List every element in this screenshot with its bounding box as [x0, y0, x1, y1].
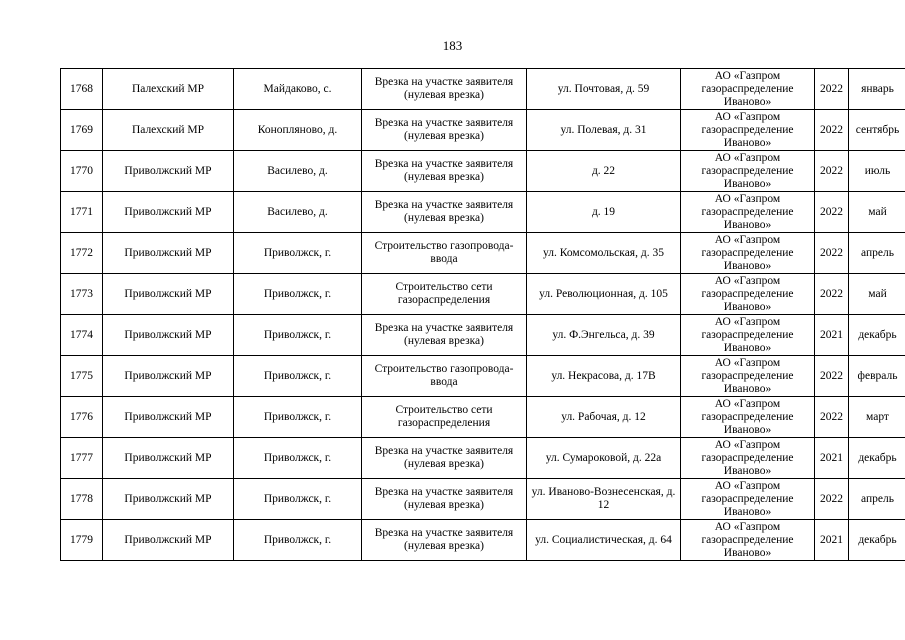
address-cell: д. 19	[527, 192, 681, 233]
company-cell: АО «Газпром газораспределение Иваново»	[681, 479, 815, 520]
address-cell: ул. Ф.Энгельса, д. 39	[527, 315, 681, 356]
work-type-cell: Врезка на участке заявителя (нулевая врезка)	[362, 151, 527, 192]
locality-cell: Приволжск, г.	[234, 233, 362, 274]
address-cell: ул. Полевая, д. 31	[527, 110, 681, 151]
month-cell: май	[849, 192, 905, 233]
address-cell: ул. Социалистическая, д. 64	[527, 520, 681, 561]
work-type-cell: Врезка на участке заявителя (нулевая врезка)	[362, 438, 527, 479]
row-number-cell: 1775	[61, 356, 103, 397]
company-cell: АО «Газпром газораспределение Иваново»	[681, 397, 815, 438]
district-cell: Палехский МР	[103, 69, 234, 110]
year-cell: 2022	[815, 356, 849, 397]
row-number-cell: 1770	[61, 151, 103, 192]
district-cell: Приволжский МР	[103, 233, 234, 274]
district-cell: Палехский МР	[103, 110, 234, 151]
locality-cell: Приволжск, г.	[234, 479, 362, 520]
locality-cell: Приволжск, г.	[234, 315, 362, 356]
year-cell: 2022	[815, 151, 849, 192]
work-type-cell: Строительство газопровода-ввода	[362, 233, 527, 274]
table-row	[61, 479, 905, 520]
address-cell: ул. Рабочая, д. 12	[527, 397, 681, 438]
table-row	[61, 192, 905, 233]
year-cell: 2022	[815, 233, 849, 274]
month-cell: сентябрь	[849, 110, 905, 151]
work-type-cell: Врезка на участке заявителя (нулевая врезка)	[362, 110, 527, 151]
year-cell: 2022	[815, 274, 849, 315]
year-cell: 2021	[815, 520, 849, 561]
locality-cell: Приволжск, г.	[234, 356, 362, 397]
year-cell: 2021	[815, 315, 849, 356]
table-row	[61, 151, 905, 192]
year-cell: 2021	[815, 438, 849, 479]
district-cell: Приволжский МР	[103, 438, 234, 479]
work-type-cell: Строительство сети газораспределения	[362, 397, 527, 438]
locality-cell: Василево, д.	[234, 192, 362, 233]
month-cell: апрель	[849, 479, 905, 520]
gasification-registry-table	[60, 68, 905, 561]
page-number: 183	[442, 38, 463, 53]
row-number-cell: 1772	[61, 233, 103, 274]
row-number-cell: 1777	[61, 438, 103, 479]
row-number-cell: 1768	[61, 69, 103, 110]
address-cell: д. 22	[527, 151, 681, 192]
work-type-cell: Врезка на участке заявителя (нулевая врезка)	[362, 479, 527, 520]
year-cell: 2022	[815, 69, 849, 110]
row-number-cell: 1773	[61, 274, 103, 315]
month-cell: январь	[849, 69, 905, 110]
company-cell: АО «Газпром газораспределение Иваново»	[681, 315, 815, 356]
company-cell: АО «Газпром газораспределение Иваново»	[681, 192, 815, 233]
address-cell: ул. Некрасова, д. 17В	[527, 356, 681, 397]
table-row	[61, 315, 905, 356]
address-cell: ул. Сумароковой, д. 22а	[527, 438, 681, 479]
month-cell: май	[849, 274, 905, 315]
company-cell: АО «Газпром газораспределение Иваново»	[681, 274, 815, 315]
address-cell: ул. Почтовая, д. 59	[527, 69, 681, 110]
row-number-cell: 1776	[61, 397, 103, 438]
table-row	[61, 274, 905, 315]
company-cell: АО «Газпром газораспределение Иваново»	[681, 233, 815, 274]
month-cell: декабрь	[849, 438, 905, 479]
month-cell: декабрь	[849, 520, 905, 561]
work-type-cell: Строительство газопровода-ввода	[362, 356, 527, 397]
row-number-cell: 1769	[61, 110, 103, 151]
address-cell: ул. Иваново-Вознесенская, д. 12	[527, 479, 681, 520]
district-cell: Приволжский МР	[103, 151, 234, 192]
company-cell: АО «Газпром газораспределение Иваново»	[681, 151, 815, 192]
work-type-cell: Врезка на участке заявителя (нулевая врезка)	[362, 315, 527, 356]
company-cell: АО «Газпром газораспределение Иваново»	[681, 69, 815, 110]
month-cell: апрель	[849, 233, 905, 274]
work-type-cell: Врезка на участке заявителя (нулевая врезка)	[362, 69, 527, 110]
district-cell: Приволжский МР	[103, 315, 234, 356]
month-cell: февраль	[849, 356, 905, 397]
table-row	[61, 438, 905, 479]
company-cell: АО «Газпром газораспределение Иваново»	[681, 110, 815, 151]
row-number-cell: 1774	[61, 315, 103, 356]
locality-cell: Коноплянoвo, д.	[234, 110, 362, 151]
company-cell: АО «Газпром газораспределение Иваново»	[681, 356, 815, 397]
locality-cell: Приволжск, г.	[234, 274, 362, 315]
company-cell: АО «Газпром газораспределение Иваново»	[681, 520, 815, 561]
work-type-cell: Строительство сети газораспределения	[362, 274, 527, 315]
year-cell: 2022	[815, 192, 849, 233]
row-number-cell: 1779	[61, 520, 103, 561]
district-cell: Приволжский МР	[103, 274, 234, 315]
district-cell: Приволжский МР	[103, 520, 234, 561]
locality-cell: Приволжск, г.	[234, 438, 362, 479]
locality-cell: Василево, д.	[234, 151, 362, 192]
month-cell: март	[849, 397, 905, 438]
year-cell: 2022	[815, 397, 849, 438]
table-row	[61, 397, 905, 438]
row-number-cell: 1771	[61, 192, 103, 233]
table-row	[61, 110, 905, 151]
table-row	[61, 69, 905, 110]
year-cell: 2022	[815, 479, 849, 520]
table-row	[61, 233, 905, 274]
month-cell: декабрь	[849, 315, 905, 356]
address-cell: ул. Комсомольская, д. 35	[527, 233, 681, 274]
table-row	[61, 520, 905, 561]
district-cell: Приволжский МР	[103, 192, 234, 233]
district-cell: Приволжский МР	[103, 397, 234, 438]
row-number-cell: 1778	[61, 479, 103, 520]
locality-cell: Майдаково, с.	[234, 69, 362, 110]
table-row	[61, 356, 905, 397]
month-cell: июль	[849, 151, 905, 192]
year-cell: 2022	[815, 110, 849, 151]
address-cell: ул. Революционная, д. 105	[527, 274, 681, 315]
registry-body	[61, 69, 905, 561]
district-cell: Приволжский МР	[103, 479, 234, 520]
district-cell: Приволжский МР	[103, 356, 234, 397]
locality-cell: Приволжск, г.	[234, 397, 362, 438]
work-type-cell: Врезка на участке заявителя (нулевая врезка)	[362, 192, 527, 233]
company-cell: АО «Газпром газораспределение Иваново»	[681, 438, 815, 479]
locality-cell: Приволжск, г.	[234, 520, 362, 561]
work-type-cell: Врезка на участке заявителя (нулевая врезка)	[362, 520, 527, 561]
